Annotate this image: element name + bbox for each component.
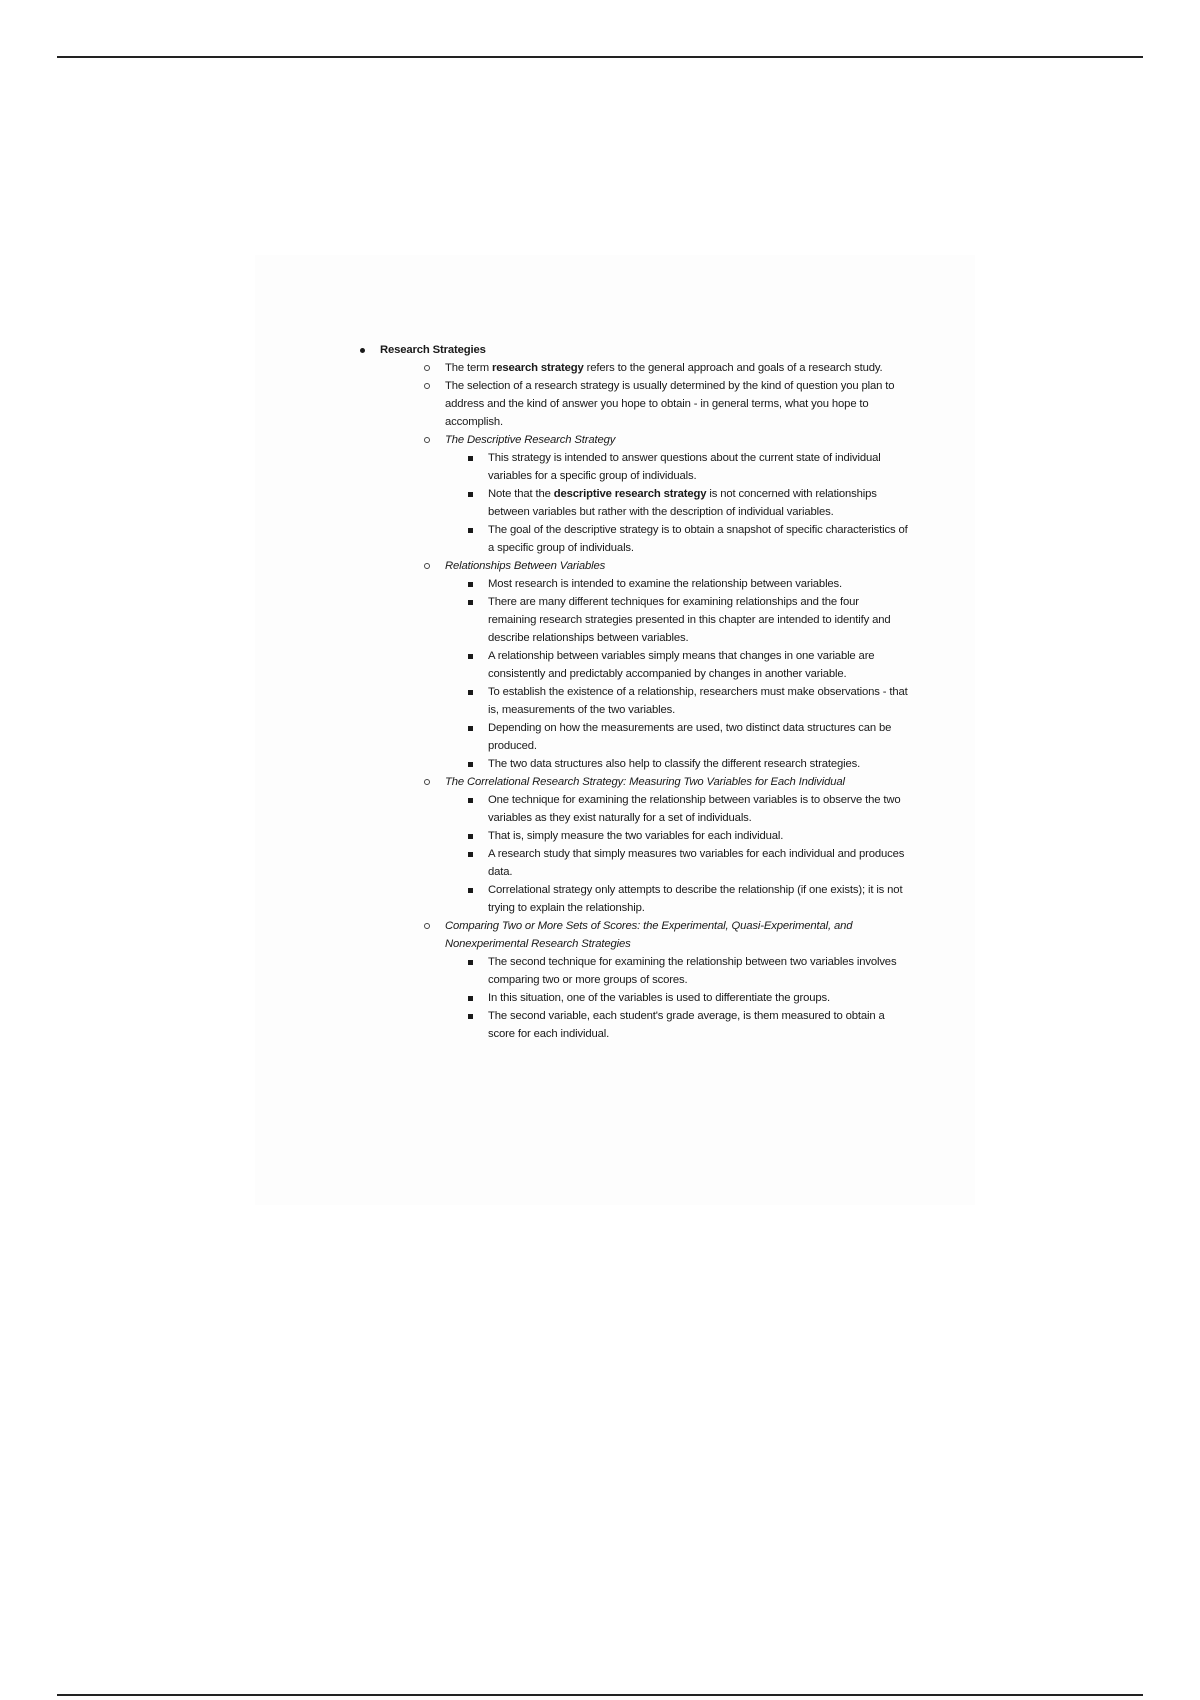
bullet-circle-icon: [424, 923, 430, 929]
bullet-square-icon: [468, 456, 473, 461]
section-title: The Correlational Research Strategy: Measuring Two Variables for Each Individual: [445, 776, 845, 788]
level3-list: [445, 953, 908, 1043]
bullet-square-icon: [468, 726, 473, 731]
bullet-square-icon: [468, 888, 473, 893]
bullet-square-icon: [468, 798, 473, 803]
outline-heading: Research Strategies: [380, 344, 486, 356]
bullet-square-icon: [468, 996, 473, 1001]
section-title: The Descriptive Research Strategy: [445, 434, 616, 446]
list-item: Most research is intended to examine the relationship between variables.: [466, 575, 908, 593]
list-item: One technique for examining the relationship between variables is to observe the two variables as they exist naturally for a set of individuals.: [466, 791, 908, 827]
section-title: Relationships Between Variables: [445, 560, 606, 572]
bullet-circle-icon: [424, 365, 430, 371]
bullet-square-icon: [468, 654, 473, 659]
list-item: A relationship between variables simply means that changes in one variable are consistently and predictably accompanied by changes in another variable.: [466, 647, 908, 683]
outline-list: [358, 341, 908, 1043]
bullet-square-icon: [468, 960, 473, 965]
document-content: [358, 341, 908, 1043]
bullet-square-icon: [468, 600, 473, 605]
list-item: Note that the descriptive research strategy is not concerned with relationships between variables but rather with the description of individual variables.: [466, 485, 908, 521]
section-title: Comparing Two or More Sets of Scores: the Experimental, Quasi-Experimental, and Nonexperimental Research Strategies: [445, 920, 853, 950]
header-rule: [57, 56, 1143, 58]
section-item: [423, 557, 908, 773]
list-item: The goal of the descriptive strategy is to obtain a snapshot of specific characteristics of a specific group of individuals.: [466, 521, 908, 557]
list-item: The two data structures also help to classify the different research strategies.: [466, 755, 908, 773]
bullet-square-icon: [468, 762, 473, 767]
list-item: Depending on how the measurements are used, two distinct data structures can be produced.: [466, 719, 908, 755]
footer-rule: [57, 1694, 1143, 1696]
list-item: This strategy is intended to answer questions about the current state of individual variables for a specific group of individuals.: [466, 449, 908, 485]
list-item: To establish the existence of a relationship, researchers must make observations - that is, measurements of the two variables.: [466, 683, 908, 719]
bullet-square-icon: [468, 690, 473, 695]
list-item: The second variable, each student's grade average, is them measured to obtain a score for each individual.: [466, 1007, 908, 1043]
bullet-square-icon: [468, 582, 473, 587]
list-item: That is, simply measure the two variables for each individual.: [466, 827, 908, 845]
bullet-square-icon: [468, 834, 473, 839]
level3-list: [445, 575, 908, 773]
list-item: In this situation, one of the variables is used to differentiate the groups.: [466, 989, 908, 1007]
bold-term: research strategy: [492, 362, 584, 374]
bullet-square-icon: [468, 492, 473, 497]
level3-list: [445, 449, 908, 557]
section-item: [423, 917, 908, 1043]
list-item: A research study that simply measures two variables for each individual and produces data.: [466, 845, 908, 881]
bullet-square-icon: [468, 528, 473, 533]
bullet-circle-icon: [424, 437, 430, 443]
bullet-circle-icon: [424, 779, 430, 785]
bullet-dot-icon: [360, 348, 365, 353]
list-item: There are many different techniques for examining relationships and the four remaining research strategies presented in this chapter are intended to identify and describe relationships between variables.: [466, 593, 908, 647]
section-item: [423, 431, 908, 557]
level2-list: [380, 359, 908, 1043]
list-item: The term research strategy refers to the general approach and goals of a research study.: [423, 359, 908, 377]
list-item: Correlational strategy only attempts to describe the relationship (if one exists); it is not trying to explain the relationship.: [466, 881, 908, 917]
list-item: The selection of a research strategy is usually determined by the kind of question you plan to address and the kind of answer you hope to obtain - in general terms, what you hope to accomplish.: [423, 377, 908, 431]
outline-heading-item: [358, 341, 908, 1043]
section-item: [423, 773, 908, 917]
list-item: The second technique for examining the relationship between two variables involves comparing two or more groups of scores.: [466, 953, 908, 989]
bullet-square-icon: [468, 852, 473, 857]
bullet-square-icon: [468, 1014, 473, 1019]
bullet-circle-icon: [424, 383, 430, 389]
bullet-circle-icon: [424, 563, 430, 569]
level3-list: [445, 791, 908, 917]
bold-term: descriptive research strategy: [553, 488, 707, 500]
